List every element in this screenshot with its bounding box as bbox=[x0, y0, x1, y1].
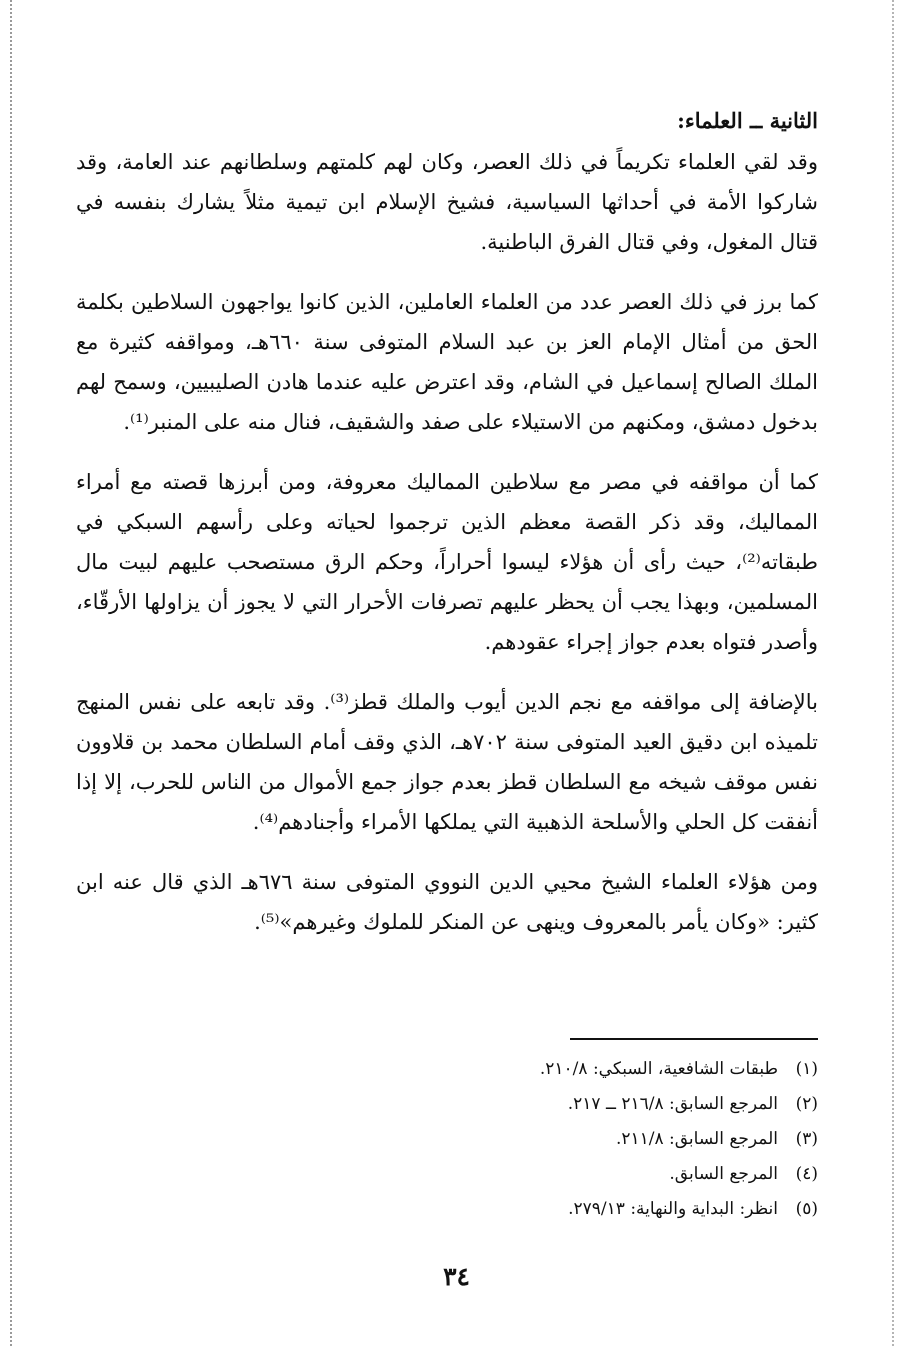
paragraph-2: كما برز في ذلك العصر عدد من العلماء العاملين، الذين كانوا يواجهون السلاطين بكلمة الحق من أمثال الإمام العز بن عبد السلام المتوفى سنة ٦٦٠هـ، ومواقفه كثيرة مع الملك الصالح إسماعيل في الشام، وقد اعترض عليه عندما هادن الصليبيين، وسمح لهم بدخول دمشق، ومكنهم من الاستيلاء على صفد والشقيف، فنال منه على المنبر⁽¹⁾. bbox=[76, 290, 818, 434]
footnote-text: المرجع السابق. bbox=[669, 1164, 778, 1184]
paragraph-4: بالإضافة إلى مواقفه مع نجم الدين أيوب والملك قطز⁽³⁾. وقد تابعه على نفس المنهج تلميذه ابن دقيق العيد المتوفى سنة ٧٠٢هـ، الذي وقف أمام السلطان محمد بن قلاوون نفس موقف شيخه مع السلطان قطز بعدم جواز جمع الأموال من الناس للحرب، إلا إذا أنفقت كل الحلي والأسلحة الذهبية التي يملكها الأمراء وأجنادهم⁽⁴⁾. bbox=[76, 690, 818, 834]
footnote-divider bbox=[570, 1038, 818, 1040]
scan-edge-right bbox=[892, 0, 895, 1346]
footnote-number: (٥) bbox=[795, 1199, 818, 1219]
footnote-text: المرجع السابق: ٢١١/٨. bbox=[615, 1129, 778, 1149]
footnote-number: (٢) bbox=[795, 1094, 818, 1114]
footnote-3 bbox=[76, 1122, 818, 1157]
paragraph-5: ومن هؤلاء العلماء الشيخ محيي الدين النووي المتوفى سنة ٦٧٦هـ الذي قال عنه ابن كثير: «وكان يأمر بالمعروف وينهى عن المنكر للملوك وغيرهم»⁽⁵⁾. bbox=[76, 870, 819, 934]
footnote-1 bbox=[76, 1052, 818, 1087]
footnote-text: طبقات الشافعية، السبكي: ٢١٠/٨. bbox=[539, 1059, 778, 1079]
section-title: الثانية ــ العلماء: bbox=[677, 108, 818, 133]
footnotes bbox=[76, 1052, 818, 1227]
page-number: ٣٤ bbox=[443, 1262, 470, 1291]
footnote-4 bbox=[76, 1157, 818, 1192]
scan-edge-left bbox=[10, 0, 13, 1346]
footnote-2 bbox=[76, 1087, 818, 1122]
page-body bbox=[76, 104, 818, 962]
footnote-number: (١) bbox=[795, 1059, 818, 1079]
paragraph-3: كما أن مواقفه في مصر مع سلاطين المماليك معروفة، ومن أبرزها قصته مع أمراء المماليك، وقد ذكر القصة معظم الذين ترجموا لحياته وعلى رأسهم السبكي في طبقاته⁽²⁾، حيث رأى أن هؤلاء ليسوا أحراراً، وحكم الرق مستصحب عليهم لبيت مال المسلمين، وبهذا يجب أن يحظر عليهم تصرفات الأحرار التي لا يجوز أن يزاولها الأرقّاء، وأصدر فتواه بعدم جواز إجراء عقودهم. bbox=[76, 470, 818, 654]
footnote-number: (٤) bbox=[795, 1164, 818, 1184]
paragraph-1: وقد لقي العلماء تكريماً في ذلك العصر، وكان لهم كلمتهم وسلطانهم عند العامة، وقد شاركوا الأمة في أحداثها السياسية، فشيخ الإسلام ابن تيمية مثلاً يشارك بنفسه في قتال المغول، وفي قتال الفرق الباطنية. bbox=[76, 150, 818, 254]
footnote-5 bbox=[76, 1192, 818, 1227]
footnote-number: (٣) bbox=[795, 1129, 818, 1149]
footnote-text: المرجع السابق: ٢١٦/٨ ــ ٢١٧. bbox=[567, 1094, 778, 1114]
footnote-text: انظر: البداية والنهاية: ٢٧٩/١٣. bbox=[568, 1199, 778, 1219]
